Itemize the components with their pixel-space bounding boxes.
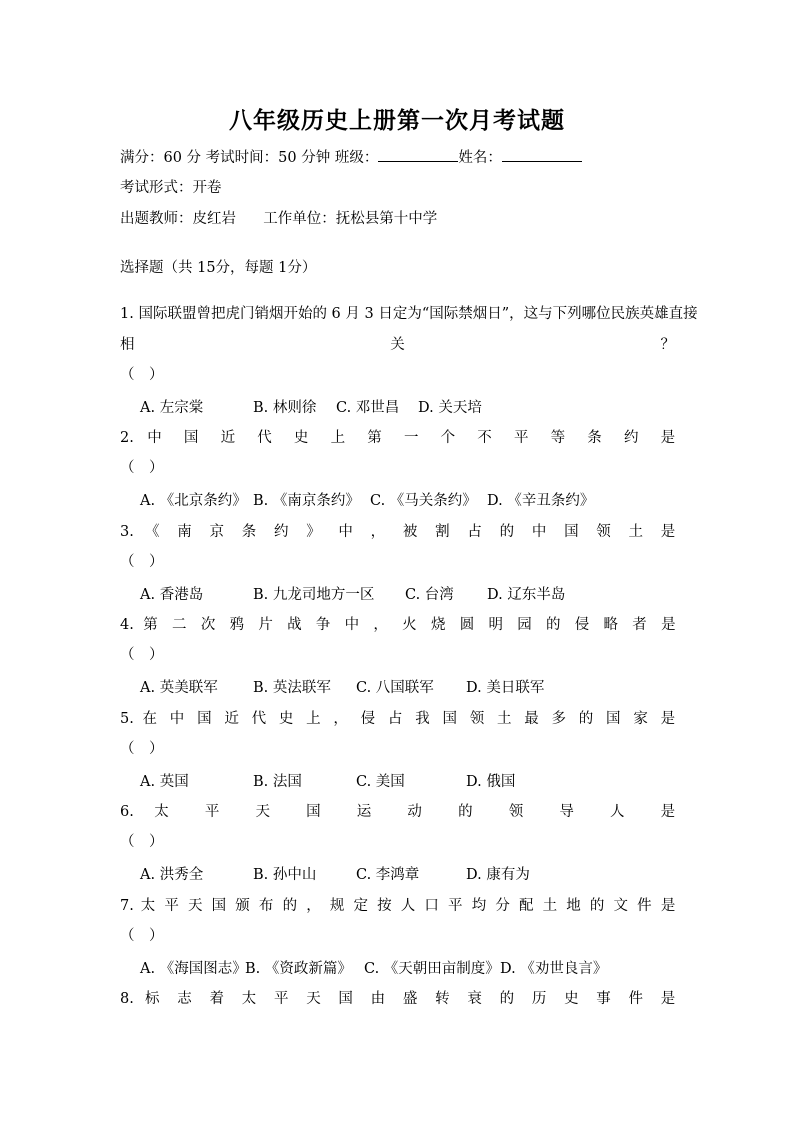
stem-char: 条 [587, 430, 611, 446]
answer-paren: （ ） [120, 741, 164, 757]
stem-char: 平 [164, 898, 182, 914]
option-c: C. 邓世昌 [336, 400, 400, 416]
stem-char: 地 [566, 898, 584, 914]
stem-char: 人 [400, 898, 418, 914]
stem-char: 事 [596, 991, 618, 1007]
option-c: C. 台湾 [405, 587, 454, 603]
stem-char: ， [373, 617, 393, 633]
stem-char: 战 [287, 617, 307, 633]
teacher-text: 出题教师：皮红岩 [120, 211, 236, 227]
stem-char: 等 [550, 430, 574, 446]
stem-char: 代 [257, 430, 281, 446]
unit-text: 工作单位：抚松县第十中学 [263, 211, 438, 227]
stem-char: 平 [273, 991, 296, 1007]
option-d: D. 《辛丑条约》 [487, 493, 595, 509]
question-5-stem [120, 707, 675, 727]
stem-char: 国 [183, 430, 208, 446]
question-3-stem [120, 520, 675, 540]
stem-char: 分 [495, 898, 513, 914]
stem-char: 着 [209, 991, 231, 1007]
option-d: D. 关天培 [418, 400, 482, 416]
stem-char: 平 [513, 430, 538, 446]
stem-char: 件 [637, 898, 654, 914]
stem-char: 史 [564, 991, 586, 1007]
option-c: C. 美国 [356, 774, 405, 790]
stem-char: 文 [613, 898, 631, 914]
stem-char: 割 [435, 524, 457, 540]
stem-char: 规 [329, 898, 347, 914]
stem-char: 3. [120, 524, 134, 540]
stem-char: 是 [660, 524, 676, 540]
stem-char: 占 [387, 711, 407, 727]
stem-char: 人 [609, 804, 641, 820]
option-b: B. 《资政新篇》 [245, 961, 352, 977]
stem-char: 的 [499, 991, 521, 1007]
stem-char: 布 [258, 898, 276, 914]
stem-char: 侵 [574, 617, 595, 633]
option-b: B. 英法联军 [253, 680, 331, 696]
stem-char: 土 [628, 524, 650, 540]
option-b: B. 法国 [253, 774, 302, 790]
question-4-stem [120, 613, 675, 633]
stem-char: 天 [306, 991, 328, 1007]
question-8-stem [120, 987, 675, 1007]
stem-char: 5. [120, 711, 134, 727]
stem-char: ， [306, 898, 323, 914]
stem-char: 领 [508, 804, 539, 820]
stem-char: ， [370, 524, 392, 540]
stem-char: 约 [623, 430, 648, 446]
stem-char: 的 [499, 524, 521, 540]
stem-char: 个 [440, 430, 464, 446]
option-c: C. 八国联军 [356, 680, 434, 696]
stem-char: 中 [147, 430, 171, 446]
stem-char: 者 [632, 617, 652, 633]
stem-char: 我 [415, 711, 434, 727]
stem-char: 史 [278, 711, 298, 727]
class-label: 班级： [334, 150, 379, 166]
stem-char: 6. [120, 804, 134, 820]
stem-char: 二 [172, 617, 192, 633]
score-text: 满分：60 分 [120, 150, 202, 166]
stem-char: ， [333, 711, 352, 727]
question-7-stem [120, 894, 675, 914]
stem-char: 上 [306, 711, 325, 727]
option-b: B. 林则徐 [253, 400, 317, 416]
stem-char: 京 [209, 524, 231, 540]
stem-char: 条 [241, 524, 263, 540]
stem-char: 4. [120, 617, 134, 633]
time-text: 考试时间：50 分钟 [205, 150, 331, 166]
stem-char: 是 [660, 898, 676, 914]
stem-char: 动 [407, 804, 438, 820]
stem-char: 领 [596, 524, 618, 540]
stem-char: 是 [661, 617, 676, 633]
option-b: B. 九龙司地方一区 [253, 587, 375, 603]
stem-char: 志 [177, 991, 199, 1007]
option-c: C. 李鸿章 [356, 867, 420, 883]
stem-char: 由 [370, 991, 392, 1007]
stem-char: 》 [306, 524, 328, 540]
stem-char: 7. [120, 898, 134, 914]
stem-char: 史 [293, 430, 318, 446]
stem-char: 中 [344, 617, 364, 633]
stem-char: 衰 [467, 991, 489, 1007]
option-d: D. 康有为 [466, 867, 530, 883]
stem-char: 略 [603, 617, 623, 633]
stem-char: 约 [273, 524, 296, 540]
stem-char: 是 [660, 430, 676, 446]
question-6-stem [120, 800, 675, 820]
stem-char: 是 [660, 711, 676, 727]
stem-char: 片 [258, 617, 278, 633]
answer-paren: （ ） [120, 928, 164, 944]
stem-char: 转 [435, 991, 457, 1007]
stem-char: 平 [204, 804, 236, 820]
exam-form: 考试形式：开卷 [120, 180, 222, 196]
stem-char: 侵 [360, 711, 380, 727]
stem-char: 近 [224, 711, 243, 727]
stem-char: 关 [390, 337, 531, 353]
stem-char: 相 [120, 337, 261, 353]
stem-char: 8. [120, 991, 134, 1007]
stem-char: 国 [606, 711, 625, 727]
option-a: A. 《海国图志》 [140, 961, 247, 977]
option-a: A. 左宗棠 [140, 400, 204, 416]
stem-char: 国 [442, 711, 462, 727]
stem-char: 是 [660, 991, 676, 1007]
stem-char: 占 [467, 524, 489, 540]
stem-char: 国 [306, 804, 337, 820]
stem-char: 中 [338, 524, 360, 540]
stem-char: 中 [531, 524, 553, 540]
stem-char: 近 [220, 430, 244, 446]
stem-char: 国 [211, 898, 229, 914]
question-2-stem [120, 426, 675, 446]
option-d: D. 美日联军 [466, 680, 545, 696]
answer-paren: （ ） [120, 834, 164, 850]
answer-paren: （ ） [120, 647, 164, 663]
stem-char: 天 [188, 898, 205, 914]
stem-char: 家 [633, 711, 652, 727]
stem-char: 鸦 [229, 617, 249, 633]
stem-char: 均 [471, 898, 489, 914]
stem-char: 上 [330, 430, 354, 446]
stem-char: 国 [197, 711, 216, 727]
question-1-stem-continued [120, 333, 675, 353]
stem-char: 代 [251, 711, 271, 727]
option-c: C. 《马关条约》 [370, 493, 477, 509]
stem-char: 标 [145, 991, 167, 1007]
stem-char: 不 [477, 430, 501, 446]
question-1-stem: 1. 国际联盟曾把虎门销烟开始的 6 月 3 日定为“国际禁烟日”，这与下列哪位民族英雄直接 [120, 306, 698, 322]
option-a: A. 英美联军 [140, 680, 218, 696]
option-c: C. 《天朝田亩制度》 [364, 961, 500, 977]
stem-char: 国 [338, 991, 360, 1007]
stem-char: 太 [241, 991, 263, 1007]
stem-char: 火 [402, 617, 422, 633]
option-a: A. 香港岛 [140, 587, 204, 603]
teacher-line [120, 207, 437, 228]
stem-char: 土 [496, 711, 516, 727]
stem-char: 土 [542, 898, 560, 914]
stem-char: 中 [169, 711, 189, 727]
stem-char: 在 [142, 711, 162, 727]
option-a: A. 洪秀全 [140, 867, 204, 883]
stem-char: 太 [154, 804, 185, 820]
stem-char: 平 [448, 898, 465, 914]
stem-char: 被 [402, 524, 424, 540]
stem-char: 件 [628, 991, 650, 1007]
stem-char: 次 [200, 617, 221, 633]
stem-char: 一 [403, 430, 428, 446]
stem-char: 颁 [235, 898, 253, 914]
stem-char: 定 [353, 898, 371, 914]
stem-char: 天 [255, 804, 286, 820]
stem-char: 运 [356, 804, 388, 820]
stem-char: 太 [140, 898, 158, 914]
stem-char: 《 [145, 524, 167, 540]
stem-char: ？ [660, 337, 676, 353]
stem-char: 多 [551, 711, 571, 727]
stem-char: 国 [564, 524, 586, 540]
exam-info-line [120, 146, 582, 167]
stem-char: 配 [518, 898, 536, 914]
option-b: B. 《南京条约》 [253, 493, 360, 509]
stem-char: 的 [589, 898, 607, 914]
page-title: 八年级历史上册第一次月考试题 [229, 107, 565, 134]
stem-char: 圆 [459, 617, 480, 633]
name-label: 姓名： [458, 150, 502, 166]
section-heading: 选择题（共 15分，每题 1分） [120, 260, 317, 276]
stem-char: 的 [458, 804, 489, 820]
option-b: B. 孙中山 [253, 867, 317, 883]
stem-char: 历 [531, 991, 553, 1007]
stem-char: 最 [524, 711, 543, 727]
stem-char: 领 [469, 711, 489, 727]
class-blank[interactable] [378, 148, 458, 162]
option-a: A. 《北京条约》 [140, 493, 247, 509]
stem-char: 第 [143, 617, 163, 633]
stem-char: 南 [177, 524, 199, 540]
option-d: D. 《劝世良言》 [500, 961, 608, 977]
stem-char: 2. [120, 430, 134, 446]
stem-char: 园 [517, 617, 537, 633]
answer-paren: （ ） [120, 367, 164, 383]
answer-paren: （ ） [120, 554, 164, 570]
stem-char: 第 [367, 430, 391, 446]
name-blank[interactable] [502, 148, 582, 162]
stem-char: 导 [559, 804, 590, 820]
stem-char: 的 [578, 711, 598, 727]
stem-char: 明 [488, 617, 508, 633]
stem-char: 的 [546, 617, 566, 633]
stem-char: 烧 [430, 617, 451, 633]
option-a: A. 英国 [140, 774, 189, 790]
stem-char: 口 [424, 898, 442, 914]
option-d: D. 俄国 [466, 774, 516, 790]
stem-char: 的 [282, 898, 300, 914]
stem-char: 争 [315, 617, 336, 633]
stem-char: 是 [660, 804, 676, 820]
stem-char: 按 [377, 898, 394, 914]
answer-paren: （ ） [120, 460, 164, 476]
option-d: D. 辽东半岛 [487, 587, 566, 603]
stem-char: 盛 [402, 991, 424, 1007]
